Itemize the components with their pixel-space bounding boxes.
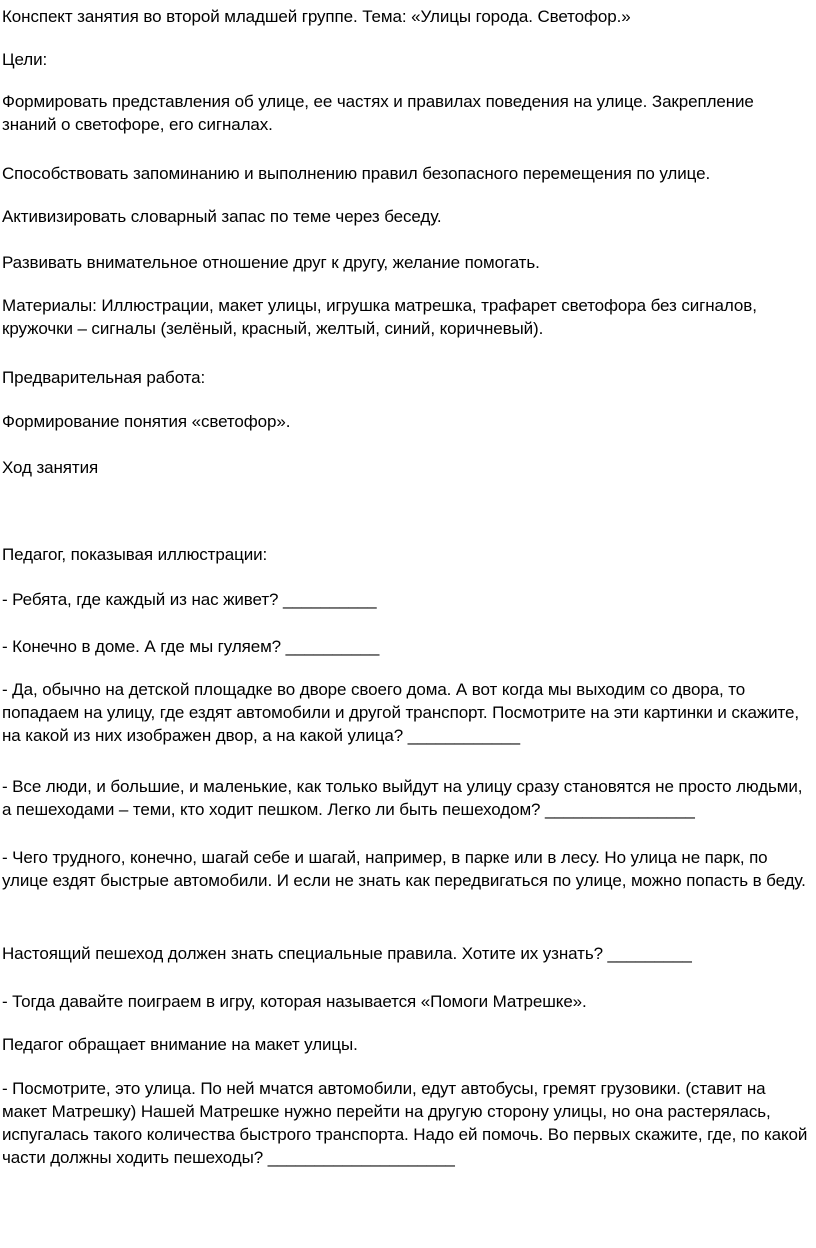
dialogue-line: Настоящий пешеход должен знать специальные правила. Хотите их узнать? _________ (2, 944, 692, 963)
goal-paragraph: Формировать представления об улице, ее частях и правилах поведения на улице. Закрепление знаний о светофоре, его сигналах. (2, 92, 754, 134)
course-heading: Ход занятия (2, 458, 99, 477)
prep-paragraph: Формирование понятия «светофор». (2, 412, 291, 431)
prep-heading: Предварительная работа: (2, 368, 206, 387)
dialogue-line: - Чего трудного, конечно, шагай себе и шагай, например, в парке или в лесу. Но улица не парк, по улице ездят быстрые автомобили. И если не знать как передвигаться по улице, можно попасть в беду. (2, 848, 806, 890)
dialogue-line: - Тогда давайте поиграем в игру, которая называется «Помоги Матрешке». (2, 992, 587, 1011)
teacher-note: Педагог обращает внимание на макет улицы. (2, 1035, 358, 1054)
materials-paragraph: Материалы: Иллюстрации, макет улицы, игрушка матрешка, трафарет светофора без сигналов, кружочки – сигналы (зелёный, красный, желтый, синий, коричневый). (2, 296, 757, 338)
dialogue-line: - Да, обычно на детской площадке во дворе своего дома. А вот когда мы выходим со двора, то попадаем на улицу, где ездят автомобили и другой транспорт. Посмотрите на эти картинки и скажите, на какой из них изображен двор, а на какой улица? ____________ (2, 680, 799, 745)
dialogue-line: - Посмотрите, это улица. По ней мчатся автомобили, едут автобусы, гремят грузовики. (ставит на макет Матрешку) Нашей Матрешке нужно перейти на другую сторону улицы, но она растерялась, испугалась такого количества быстрого транспорта. Надо ей помочь. Во первых скажите, где, по какой части должны ходить пешеходы? ____________________ (2, 1079, 808, 1167)
document-title: Конспект занятия во второй младшей группе. Тема: «Улицы города. Светофор.» (2, 7, 631, 26)
goal-paragraph: Развивать внимательное отношение друг к другу, желание помогать. (2, 253, 540, 272)
dialogue-line: - Ребята, где каждый из нас живет? __________ (2, 590, 377, 609)
dialogue-line: - Конечно в доме. А где мы гуляем? __________ (2, 637, 380, 656)
goal-paragraph: Способствовать запоминанию и выполнению правил безопасного перемещения по улице. (2, 164, 711, 183)
goals-heading: Цели: (2, 50, 48, 69)
dialogue-line: - Все люди, и большие, и маленькие, как только выйдут на улицу сразу становятся не просто людьми, а пешеходами – теми, кто ходит пешком. Легко ли быть пешеходом? ________________ (2, 777, 803, 819)
teacher-intro: Педагог, показывая иллюстрации: (2, 545, 268, 564)
goal-paragraph: Активизировать словарный запас по теме через беседу. (2, 207, 442, 226)
